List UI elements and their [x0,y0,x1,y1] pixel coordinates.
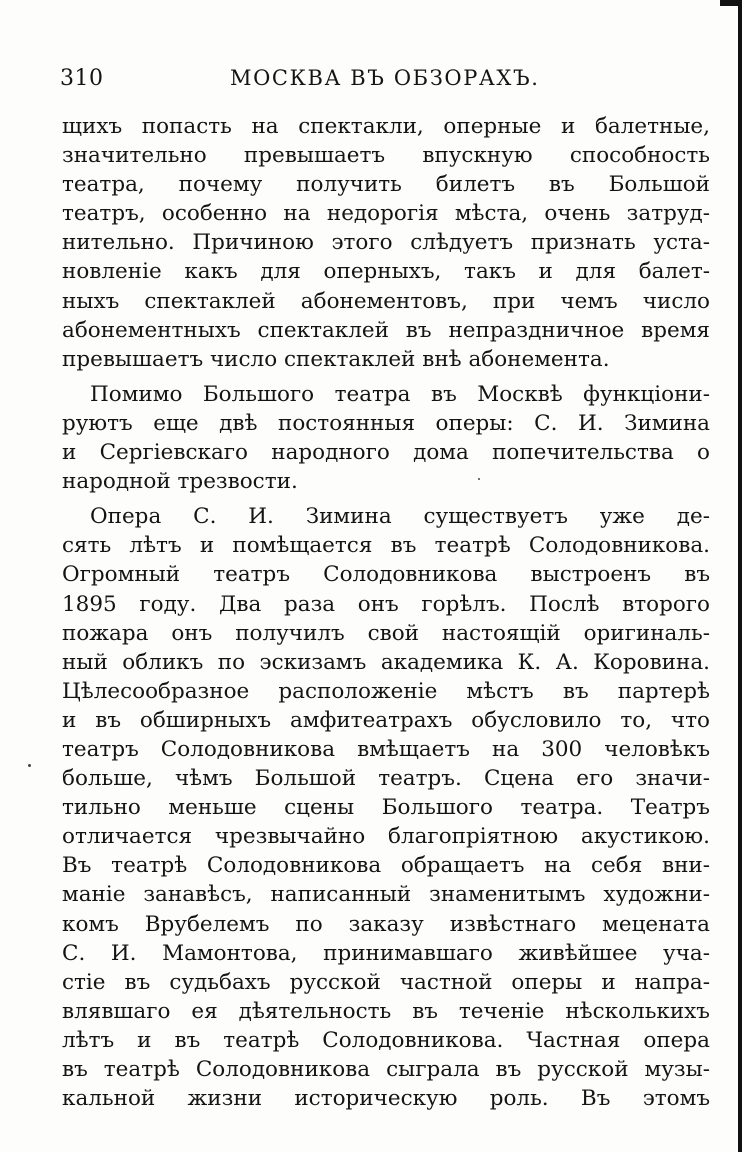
running-title: МОСКВА ВЪ ОБЗОРАХЪ. [230,66,540,90]
text-line: кальной жизни историческую роль. Въ этомъ [62,1086,710,1112]
text-line: Огромный театръ Солодовникова выстроенъ въ [62,562,710,588]
text-line: Въ театрѣ Солодовникова обращаетъ на себя вни- [62,853,710,879]
text-line: тильно меньше сцены Большого театра. Театръ [62,795,710,821]
text-line: руютъ еще двѣ постоянныя оперы: С. И. Зимина [62,410,710,436]
text-line: отличается чрезвычайно благопріятною акустикою. [62,824,710,850]
text-line: 1895 году. Два раза онъ горѣлъ. Послѣ второго [62,591,710,617]
print-speck [28,764,31,767]
text-line: влявшаго ея дѣятельность въ теченіе нѣсколькихъ [62,998,710,1024]
body-text [62,112,710,1113]
paragraph-3 [62,502,710,1113]
text-line: въ театрѣ Солодовникова сыграла въ русской музы- [62,1057,710,1082]
text-line: Помимо Большого театра въ Москвѣ функціони- [90,381,710,407]
text-line: превышаетъ число спектаклей внѣ абонемента. [62,346,610,372]
text-line: пожара онъ получилъ свой настоящій оригиналь- [62,620,710,646]
text-line: театра, почему получить билетъ въ Большой [62,172,710,198]
running-head [60,66,708,102]
text-line: комъ Врубелемъ по заказу извѣстнаго мецената [62,911,710,937]
text-line: театръ, особенно на недорогія мѣста, очень затруд- [62,201,710,227]
text-line: маніе занавѣсъ, написанный знаменитымъ художни- [62,882,710,908]
text-line: театръ Солодовникова вмѣщаетъ на 300 человѣкъ [62,736,710,762]
text-line: щихъ попасть на спектакли, оперные и балетные, [62,114,710,139]
text-line: Опера С. И. Зимина существуетъ уже де- [90,504,710,530]
text-line: значительно превышаетъ впускную способность [62,143,710,169]
text-line: новленіе какъ для оперныхъ, такъ и для балет- [62,259,710,285]
page-number: 310 [60,66,104,91]
paragraph-1 [62,112,710,374]
text-line: абонементныхъ спектаклей въ непраздничное время [62,317,710,343]
text-line: сять лѣтъ и помѣщается въ театрѣ Солодовникова. [62,533,710,559]
text-line: ныхъ спектаклей абонементовъ, при чемъ число [62,288,710,314]
page-corner-mark [720,0,742,6]
page-edge-shadow [738,0,742,1152]
print-speck [478,478,480,480]
text-line: и въ обширныхъ амфитеатрахъ обусловило то, что [62,707,710,733]
text-line: ный обликъ по эскизамъ академика К. А. Коровина. [62,649,710,675]
text-line: и Сергіевскаго народного дома попечительства о [62,440,710,466]
text-line: народной трезвости. [62,469,298,495]
paragraph-2 [62,380,710,496]
text-line: лѣтъ и въ театрѣ Солодовникова. Частная опера [62,1027,710,1053]
text-line: С. И. Мамонтова, принимавшаго живѣйшее уча- [62,940,710,966]
text-line: больше, чѣмъ Большой театръ. Сцена его значи- [62,766,710,792]
text-line: нительно. Причиною этого слѣдуетъ признать уста- [62,230,710,256]
text-line: стіе въ судьбахъ русской частной оперы и напра- [62,969,710,995]
text-line: Цѣлесообразное расположеніе мѣстъ въ партерѣ [62,678,710,704]
